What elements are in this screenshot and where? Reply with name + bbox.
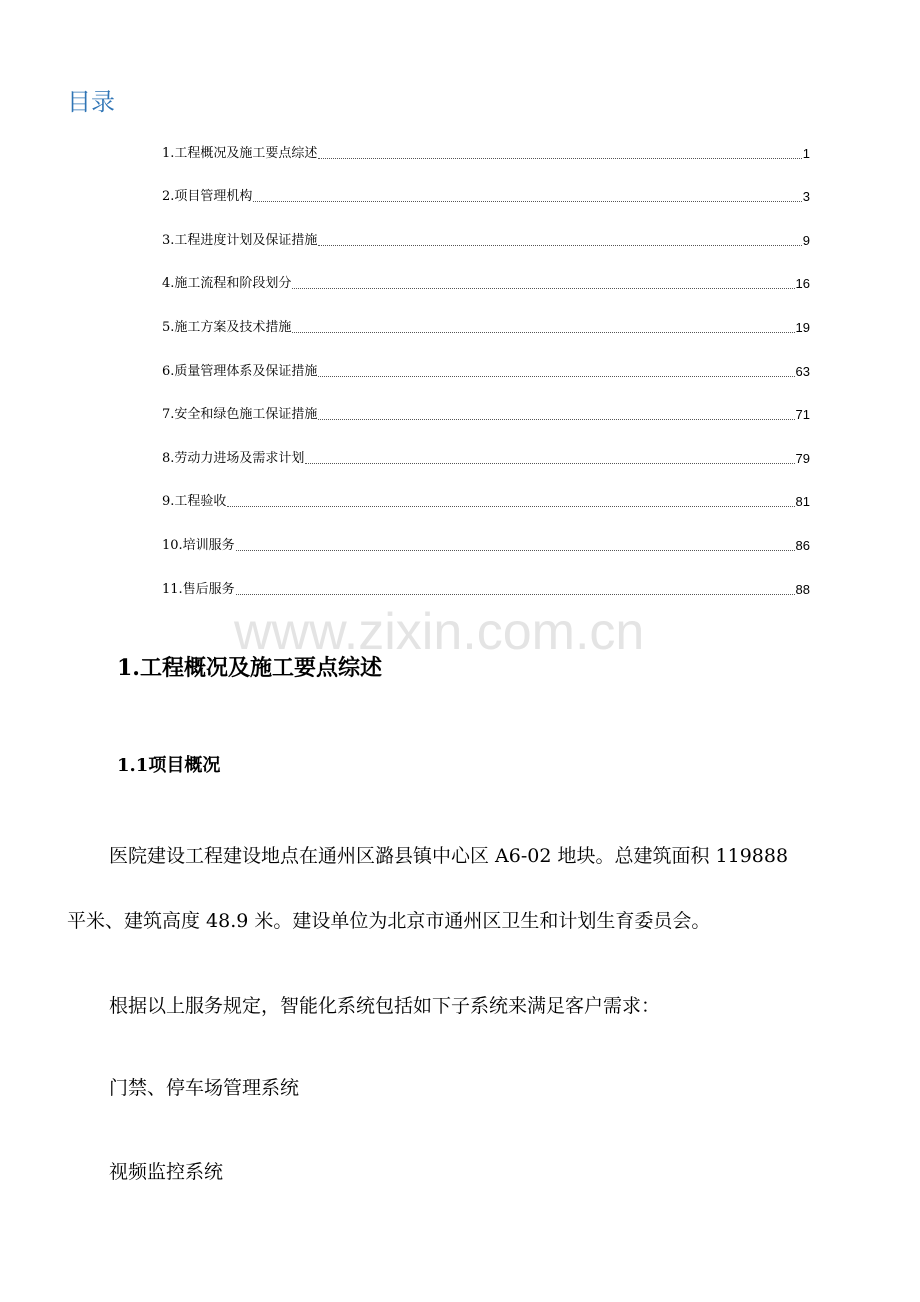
toc-entry-1[interactable]: [162, 118, 810, 162]
toc-entry-page: 63: [795, 363, 810, 379]
toc-entry-page: 79: [795, 450, 810, 466]
subsystem-item-video-surveillance: 视频监控系统: [109, 1161, 224, 1183]
toc-entry-label: 3.工程进度计划及保证措施: [162, 232, 318, 248]
toc-entry-label: 6.质量管理体系及保证措施: [162, 363, 318, 379]
toc-entry-page: 71: [795, 407, 810, 423]
toc-entry-8[interactable]: [162, 423, 810, 467]
section-heading: 1.工程概况及施工要点综述: [117, 655, 382, 681]
toc-entry-page: 3: [802, 189, 810, 205]
paragraph-line-1: 医院建设工程建设地点在通州区潞县镇中心区 A6-02 地块。总建筑面积 119888: [109, 845, 789, 867]
toc-entry-page: 1: [802, 145, 810, 161]
watermark: www.zixin.com.cn: [234, 603, 645, 661]
toc-entry-11[interactable]: [162, 554, 810, 598]
toc-entry-label: 4.施工流程和阶段划分: [162, 276, 292, 292]
toc-leader-dots: [292, 287, 794, 289]
toc-entry-page: 16: [795, 276, 810, 292]
toc-entry-label: 8.劳动力进场及需求计划: [162, 450, 305, 466]
toc-entry-page: 9: [802, 232, 810, 248]
toc-leader-dots: [305, 462, 794, 464]
subsystem-item-access-parking: 门禁、停车场管理系统: [109, 1077, 300, 1099]
toc-entry-label: 10.培训服务: [162, 537, 235, 553]
toc-entry-2[interactable]: [162, 162, 810, 206]
toc-entry-10[interactable]: [162, 510, 810, 554]
toc-entry-9[interactable]: [162, 467, 810, 511]
toc-entry-label: 2.项目管理机构: [162, 189, 253, 205]
toc-leader-dots: [292, 331, 794, 333]
toc-entry-5[interactable]: [162, 292, 810, 336]
toc-leader-dots: [227, 505, 794, 507]
toc-entry-4[interactable]: [162, 249, 810, 293]
toc-entry-label: 9.工程验收: [162, 494, 227, 510]
toc-leader-dots: [236, 593, 795, 595]
toc-leader-dots: [318, 244, 801, 246]
toc-entry-label: 5.施工方案及技术措施: [162, 319, 292, 335]
toc-title: 目录: [67, 88, 115, 116]
toc-entry-3[interactable]: [162, 205, 810, 249]
toc-entry-page: 19: [795, 319, 810, 335]
toc-leader-dots: [318, 418, 794, 420]
toc-entry-page: 81: [795, 494, 810, 510]
toc-leader-dots: [318, 375, 794, 377]
toc-leader-dots: [236, 549, 795, 551]
toc-entry-page: 86: [795, 537, 810, 553]
toc-entry-page: 88: [795, 581, 810, 597]
toc-leader-dots: [318, 157, 801, 159]
toc-entry-label: 1.工程概况及施工要点综述: [162, 145, 318, 161]
toc-entry-label: 7.安全和绿色施工保证措施: [162, 407, 318, 423]
toc-entry-label: 11.售后服务: [162, 581, 235, 597]
toc-leader-dots: [253, 200, 801, 202]
toc-entry-7[interactable]: [162, 380, 810, 424]
toc-entry-6[interactable]: [162, 336, 810, 380]
toc-list: [162, 118, 810, 598]
paragraph-requirements: 根据以上服务规定，智能化系统包括如下子系统来满足客户需求：: [109, 995, 661, 1017]
paragraph-line-2: 平米、建筑高度 48.9 米。建设单位为北京市通州区卫生和计划生育委员会。: [67, 910, 711, 932]
section-subheading: 1.1项目概况: [117, 755, 221, 776]
